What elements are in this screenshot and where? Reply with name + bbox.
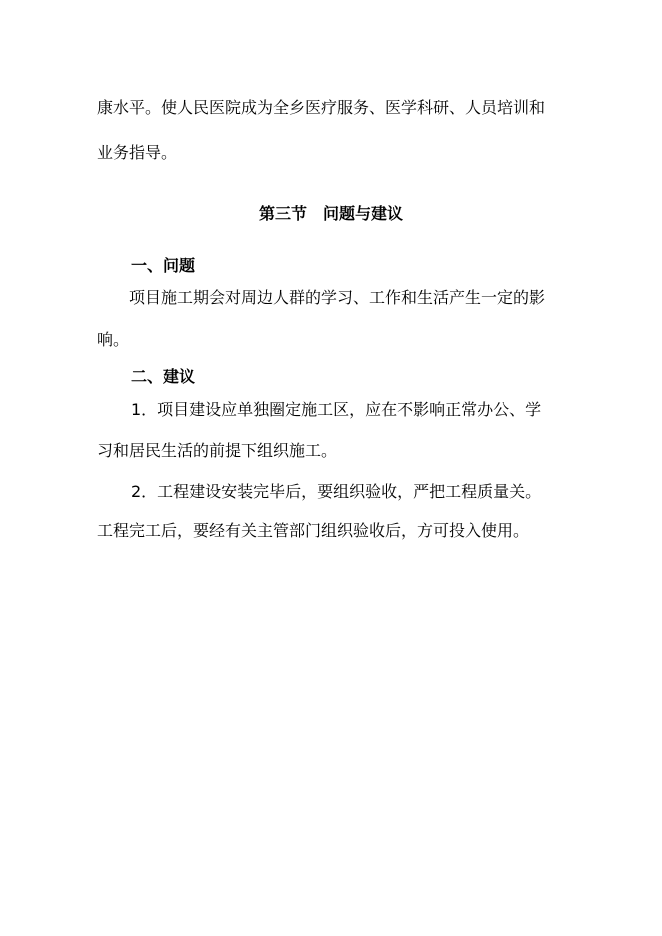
- heading-problem: 一、问题: [131, 256, 196, 275]
- list-item-line: 1．项目建设应单独圈定施工区，应在不影响正常办公、学: [131, 400, 542, 419]
- list-item-line: 2．工程建设安装完毕后，要组织验收，严把工程质量关。: [131, 482, 542, 501]
- paragraph-line: 响。: [97, 330, 130, 349]
- paragraph-line: 业务指导。: [97, 143, 178, 162]
- paragraph-line: 项目施工期会对周边人群的学习、工作和生活产生一定的影: [129, 288, 546, 307]
- list-item-line: 习和居民生活的前提下组织施工。: [97, 441, 338, 460]
- list-item-line: 工程完工后，要经有关主管部门组织验收后，方可投入使用。: [97, 521, 530, 540]
- section-title: 第三节 问题与建议: [258, 204, 403, 223]
- paragraph-line: 康水平。使人民医院成为全乡医疗服务、医学科研、人员培训和: [97, 98, 546, 117]
- heading-suggestion: 二、建议: [131, 367, 196, 386]
